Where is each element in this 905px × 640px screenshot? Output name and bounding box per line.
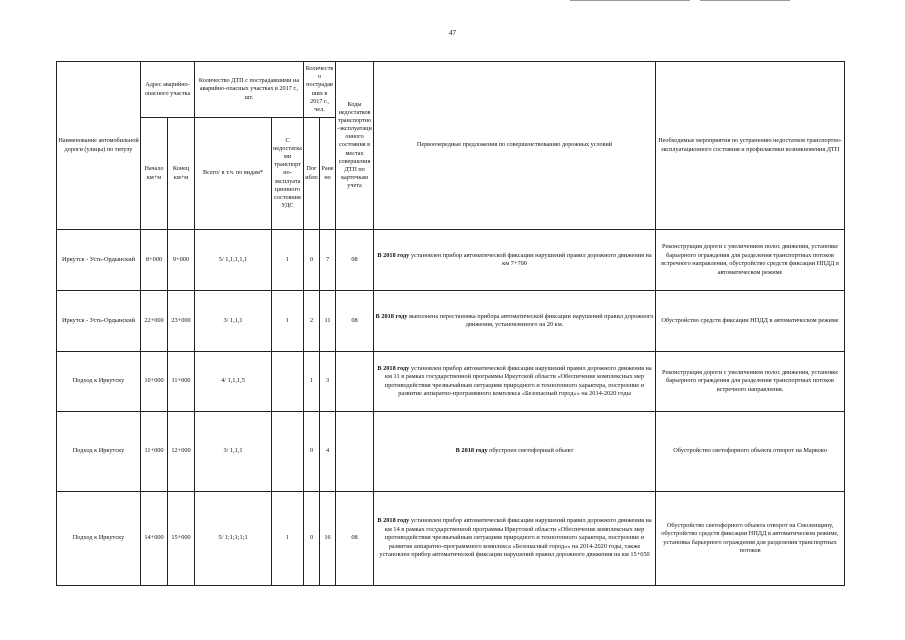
defects-cell: [272, 412, 304, 492]
header-defects: С недостатками транспортно-эксплуатационного состояния УДС: [272, 118, 304, 230]
injured-cell: 3: [320, 352, 336, 412]
road-name-cell: Подход к Иркутску: [57, 492, 141, 586]
proposal-year: В 2018 году: [375, 312, 408, 320]
header-road-name: Наименование автомобильной дороги (улицы) по титулу: [57, 62, 141, 230]
road-name-cell: Подход к Иркутску: [57, 412, 141, 492]
proposal-year: В 2018 году: [377, 251, 410, 259]
end-cell: 15+000: [168, 492, 195, 586]
header-victims-group: Количество пострадавших в 2017 г., чел.: [304, 62, 336, 118]
road-name-cell: Иркутск - Усть-Ордынский: [57, 230, 141, 291]
table-row: [57, 352, 845, 412]
road-name-cell: Иркутск - Усть-Ордынский: [57, 291, 141, 352]
injured-cell: 4: [320, 412, 336, 492]
proposal-cell: [374, 492, 656, 586]
total-cell: 3/ 1,1,1: [195, 291, 272, 352]
header-proposals: Первоочередные предложения по совершенствованию дорожных условий: [374, 62, 656, 230]
end-cell: 11+000: [168, 352, 195, 412]
total-cell: 5/ 1,1,1,1,1: [195, 230, 272, 291]
header-codes: Коды недостатков транспортно-эксплуатационного состояния в местах совершения ДТП по карточкам учета: [336, 62, 374, 230]
defects-cell: [272, 352, 304, 412]
codes-cell: [336, 352, 374, 412]
injured-cell: 11: [320, 291, 336, 352]
end-cell: 23+000: [168, 291, 195, 352]
defects-cell: 1: [272, 492, 304, 586]
codes-cell: 08: [336, 230, 374, 291]
end-cell: 9+000: [168, 230, 195, 291]
proposal-cell: [374, 291, 656, 352]
proposal-year: В 2018 году: [455, 447, 488, 455]
injured-cell: 7: [320, 230, 336, 291]
codes-cell: 08: [336, 492, 374, 586]
killed-cell: 0: [304, 492, 320, 586]
measures-cell: Обустройство средств фиксации НПДД в автоматическом режиме: [656, 291, 845, 352]
defects-cell: 1: [272, 291, 304, 352]
killed-cell: 2: [304, 291, 320, 352]
proposal-cell: [374, 230, 656, 291]
start-cell: 11+000: [141, 412, 168, 492]
header-killed: Погибло: [304, 118, 320, 230]
table-row: [57, 492, 845, 586]
road-name-cell: Подход к Иркутску: [57, 352, 141, 412]
killed-cell: 0: [304, 230, 320, 291]
measures-cell: Реконструкция дороги с увеличением полос движения, установке барьерного ограждения для разделения транспортных потоков встречного направления, обустройство средств фиксации НПДД в автоматическом режиме: [656, 230, 845, 291]
header-end: Конец км+м: [168, 118, 195, 230]
header-injured: Ранено: [320, 118, 336, 230]
killed-cell: 0: [304, 412, 320, 492]
injured-cell: 16: [320, 492, 336, 586]
start-cell: 14+000: [141, 492, 168, 586]
total-cell: 3/ 1,1,1: [195, 412, 272, 492]
measures-cell: Реконструкция дороги с увеличением полос движения, установке барьерного ограждения для разделения транспортных потоков встречного направления.: [656, 352, 845, 412]
table-row: [57, 412, 845, 492]
total-cell: 4/ 1,1,1,5: [195, 352, 272, 412]
header-dtp-group: Количество ДТП с пострадавшими на аварийно-опасных участках в 2017 г., шт.: [195, 62, 304, 118]
header-start: Начало км+м: [141, 118, 168, 230]
proposal-text: обустроен светофорный объект: [487, 447, 574, 455]
codes-cell: [336, 412, 374, 492]
accident-sites-table: [56, 61, 845, 586]
defects-cell: 1: [272, 230, 304, 291]
killed-cell: 1: [304, 352, 320, 412]
proposal-year: В 2018 году: [377, 517, 410, 525]
table-row: [57, 230, 845, 291]
start-cell: 22+000: [141, 291, 168, 352]
total-cell: 5/ 1;1;1;1;1: [195, 492, 272, 586]
measures-cell: Обустройство светофорного объекта отворот на Смоленщину, обустройство средств фиксации НПДД в автоматическом режиме, установка барьерного ограждения для разделения транспортных потоков: [656, 492, 845, 586]
header-address-group: Адрес аварийно-опасного участка: [141, 62, 195, 118]
table-row: [57, 291, 845, 352]
scan-artifact: [700, 0, 790, 1]
end-cell: 12+000: [168, 412, 195, 492]
proposal-year: В 2018 году: [377, 364, 410, 372]
proposal-text: установлен прибор автоматической фиксации нарушений правил дорожного движения на км 7+700: [409, 251, 652, 267]
measures-cell: Обустройство светофорного объекта отворот на Марково: [656, 412, 845, 492]
scan-artifact: [570, 0, 690, 1]
page-number: 47: [449, 29, 456, 37]
header-total: Всего/ в т.ч. по видам*: [195, 118, 272, 230]
proposal-text: установлен прибор автоматической фиксации нарушений правил дорожного движения на км 14 в рамках государственной программы Иркутской области «Обеспечение комплексных мер противодействия чрезвычайным ситуациям природного и техногенного характера, построение и развитие аппаратно-программного комплекса «Безопасный город»» на 2014-2020 годы, также установлен прибор автоматической фиксации нарушений правил дорожного движения на км 15+650: [379, 517, 652, 559]
header-measures: Необходимые мероприятия по устранению недостатков транспортно-эксплуатационного состояния и профилактики возникновения ДТП: [656, 62, 845, 230]
proposal-cell: [374, 412, 656, 492]
start-cell: 10+000: [141, 352, 168, 412]
codes-cell: 08: [336, 291, 374, 352]
start-cell: 8+000: [141, 230, 168, 291]
proposal-text: выполнена перестановка прибора автоматической фиксации нарушений правил дорожного движения, установленного на 20 км.: [407, 312, 654, 328]
header-row-1: [57, 62, 845, 118]
proposal-text: установлен прибор автоматической фиксации нарушений правил дорожного движения на км 11 в рамках государственной программы Иркутской области «Обеспечение комплексных мер противодействия чрезвычайным ситуациям природного и техногенного характера, построение и развитие аппаратно-программного комплекса «Безопасный город»» на 2014-2020 годы: [384, 364, 652, 397]
proposal-cell: [374, 352, 656, 412]
